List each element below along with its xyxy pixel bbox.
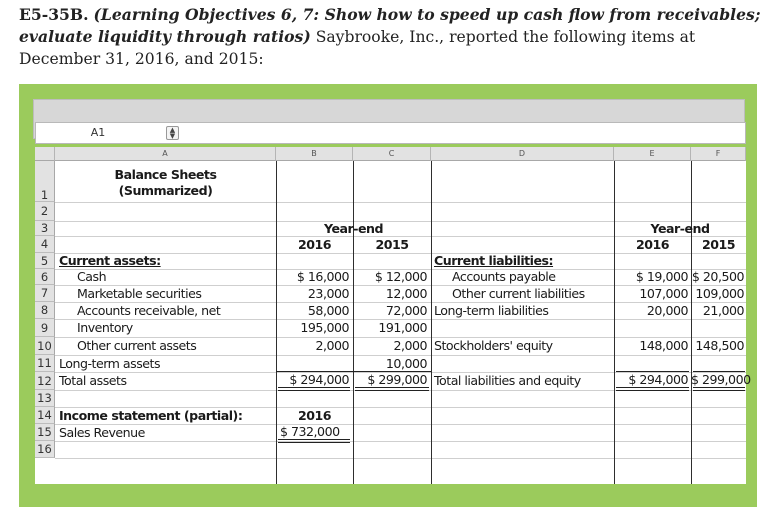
liability-value-2015: $ 20,500 [691, 269, 744, 284]
year-2015-header-right: 2015 [701, 237, 736, 252]
row-header-4[interactable]: 4 [35, 236, 55, 253]
liability-value-2015: $ 299,000 [691, 372, 751, 387]
row-header-3[interactable]: 3 [35, 221, 55, 236]
row-header-8[interactable]: 8 [35, 302, 55, 319]
asset-label: Other current assets [77, 338, 197, 353]
liability-label: Stockholders' equity [434, 338, 553, 353]
subtotal-rule [693, 371, 745, 372]
liability-label: Long-term liabilities [434, 303, 549, 318]
row-header-14[interactable]: 14 [35, 407, 55, 424]
sales-revenue-label: Sales Revenue [59, 425, 145, 440]
row-header-2[interactable]: 2 [35, 202, 55, 221]
year-end-header-left: Year-end [324, 221, 383, 236]
asset-value-2016: $ 294,000 [289, 372, 349, 387]
row-header-15[interactable]: 15 [35, 424, 55, 441]
asset-value-2015: $ 299,000 [367, 372, 427, 387]
asset-value-2015: 12,000 [385, 286, 427, 301]
spreadsheet-frame [19, 84, 757, 507]
formula-bar [35, 122, 746, 144]
spreadsheet-grid [35, 147, 751, 484]
liability-value-2015: 148,500 [695, 338, 744, 353]
liability-value-2015: 109,000 [695, 286, 744, 301]
asset-label: Cash [77, 269, 107, 284]
asset-label: Inventory [77, 320, 133, 335]
column-header-d[interactable]: D [431, 147, 614, 161]
gridline [55, 441, 746, 442]
liability-value-2016: 20,000 [646, 303, 688, 318]
asset-value-2016: 2,000 [315, 338, 349, 353]
double-rule [278, 439, 350, 443]
asset-value-2016: $ 16,000 [296, 269, 349, 284]
asset-label: Accounts receivable, net [77, 303, 221, 318]
column-divider [614, 161, 615, 484]
row-header-13[interactable]: 13 [35, 390, 55, 407]
row-header-6[interactable]: 6 [35, 269, 55, 285]
asset-label: Marketable securities [77, 286, 202, 301]
year-2015-header-left: 2015 [375, 237, 409, 252]
gridline [55, 202, 746, 203]
asset-value-2015: 191,000 [378, 320, 427, 335]
row-header-1[interactable]: 1 [35, 161, 55, 202]
asset-value-2015: 10,000 [385, 356, 427, 371]
asset-value-2015: 72,000 [385, 303, 427, 318]
row-header-11[interactable]: 11 [35, 355, 55, 372]
learning-objectives: (Learning Objectives 6, 7: Show how to speed up cash flow from receivables; evaluate liquidity through ratios) [19, 5, 761, 46]
liability-label: Accounts payable [452, 269, 556, 284]
row-header-16[interactable]: 16 [35, 441, 55, 458]
select-all-corner[interactable] [35, 147, 55, 161]
year-2016-header-right: 2016 [635, 237, 670, 252]
liability-value-2015: 21,000 [702, 303, 744, 318]
asset-label: Long-term assets [59, 356, 161, 371]
column-divider [431, 161, 432, 484]
name-box[interactable]: A1 [90, 126, 106, 139]
subtotal-rule [616, 371, 689, 372]
asset-value-2015: 2,000 [393, 338, 427, 353]
double-rule [693, 387, 745, 391]
column-header-e[interactable]: E [614, 147, 691, 161]
asset-value-2016: 195,000 [300, 320, 349, 335]
asset-label: Total assets [59, 373, 127, 388]
row-header-5[interactable]: 5 [35, 253, 55, 269]
column-header-b[interactable]: B [276, 147, 353, 161]
column-header-f[interactable]: F [691, 147, 746, 161]
liability-label: Total liabilities and equity [434, 373, 581, 388]
double-rule [355, 387, 429, 391]
exercise-heading [19, 4, 769, 70]
row-header-7[interactable]: 7 [35, 285, 55, 302]
current-assets-label: Current assets: [59, 253, 161, 268]
income-year-header: 2016 [297, 408, 332, 423]
asset-value-2016: 23,000 [307, 286, 349, 301]
asset-value-2016: 58,000 [307, 303, 349, 318]
row-header-10[interactable]: 10 [35, 337, 55, 355]
year-end-header-right: Year-end [650, 221, 710, 236]
current-liabilities-label: Current liabilities: [434, 253, 554, 268]
exercise-number: E5-35B. [19, 5, 89, 24]
income-statement-label: Income statement (partial): [59, 408, 243, 423]
exercise-intro: Saybrooke, Inc., reported the following items at December 31, 2016, and 2015: [19, 28, 696, 68]
row-header-9[interactable]: 9 [35, 319, 55, 337]
column-divider [691, 161, 692, 484]
row-header-12[interactable]: 12 [35, 372, 55, 390]
liability-value-2016: 107,000 [639, 286, 688, 301]
sales-revenue-value: $ 732,000 [280, 424, 340, 439]
gridline [55, 424, 746, 425]
sheet-title: Balance Sheets [114, 167, 217, 182]
liability-value-2016: 148,000 [639, 338, 688, 353]
column-header-c[interactable]: C [353, 147, 431, 161]
gridline [55, 458, 746, 459]
liability-value-2016: $ 19,000 [635, 269, 688, 284]
liability-label: Other current liabilities [452, 286, 585, 301]
double-rule [278, 387, 350, 391]
double-rule [616, 387, 689, 391]
sheet-subtitle: (Summarized) [118, 183, 213, 198]
stepper-icon[interactable]: ▲ ▼ [166, 126, 179, 140]
asset-value-2015: $ 12,000 [374, 269, 427, 284]
liability-value-2016: $ 294,000 [628, 372, 688, 387]
year-2016-header-left: 2016 [297, 237, 332, 252]
column-header-a[interactable]: A [55, 147, 276, 161]
